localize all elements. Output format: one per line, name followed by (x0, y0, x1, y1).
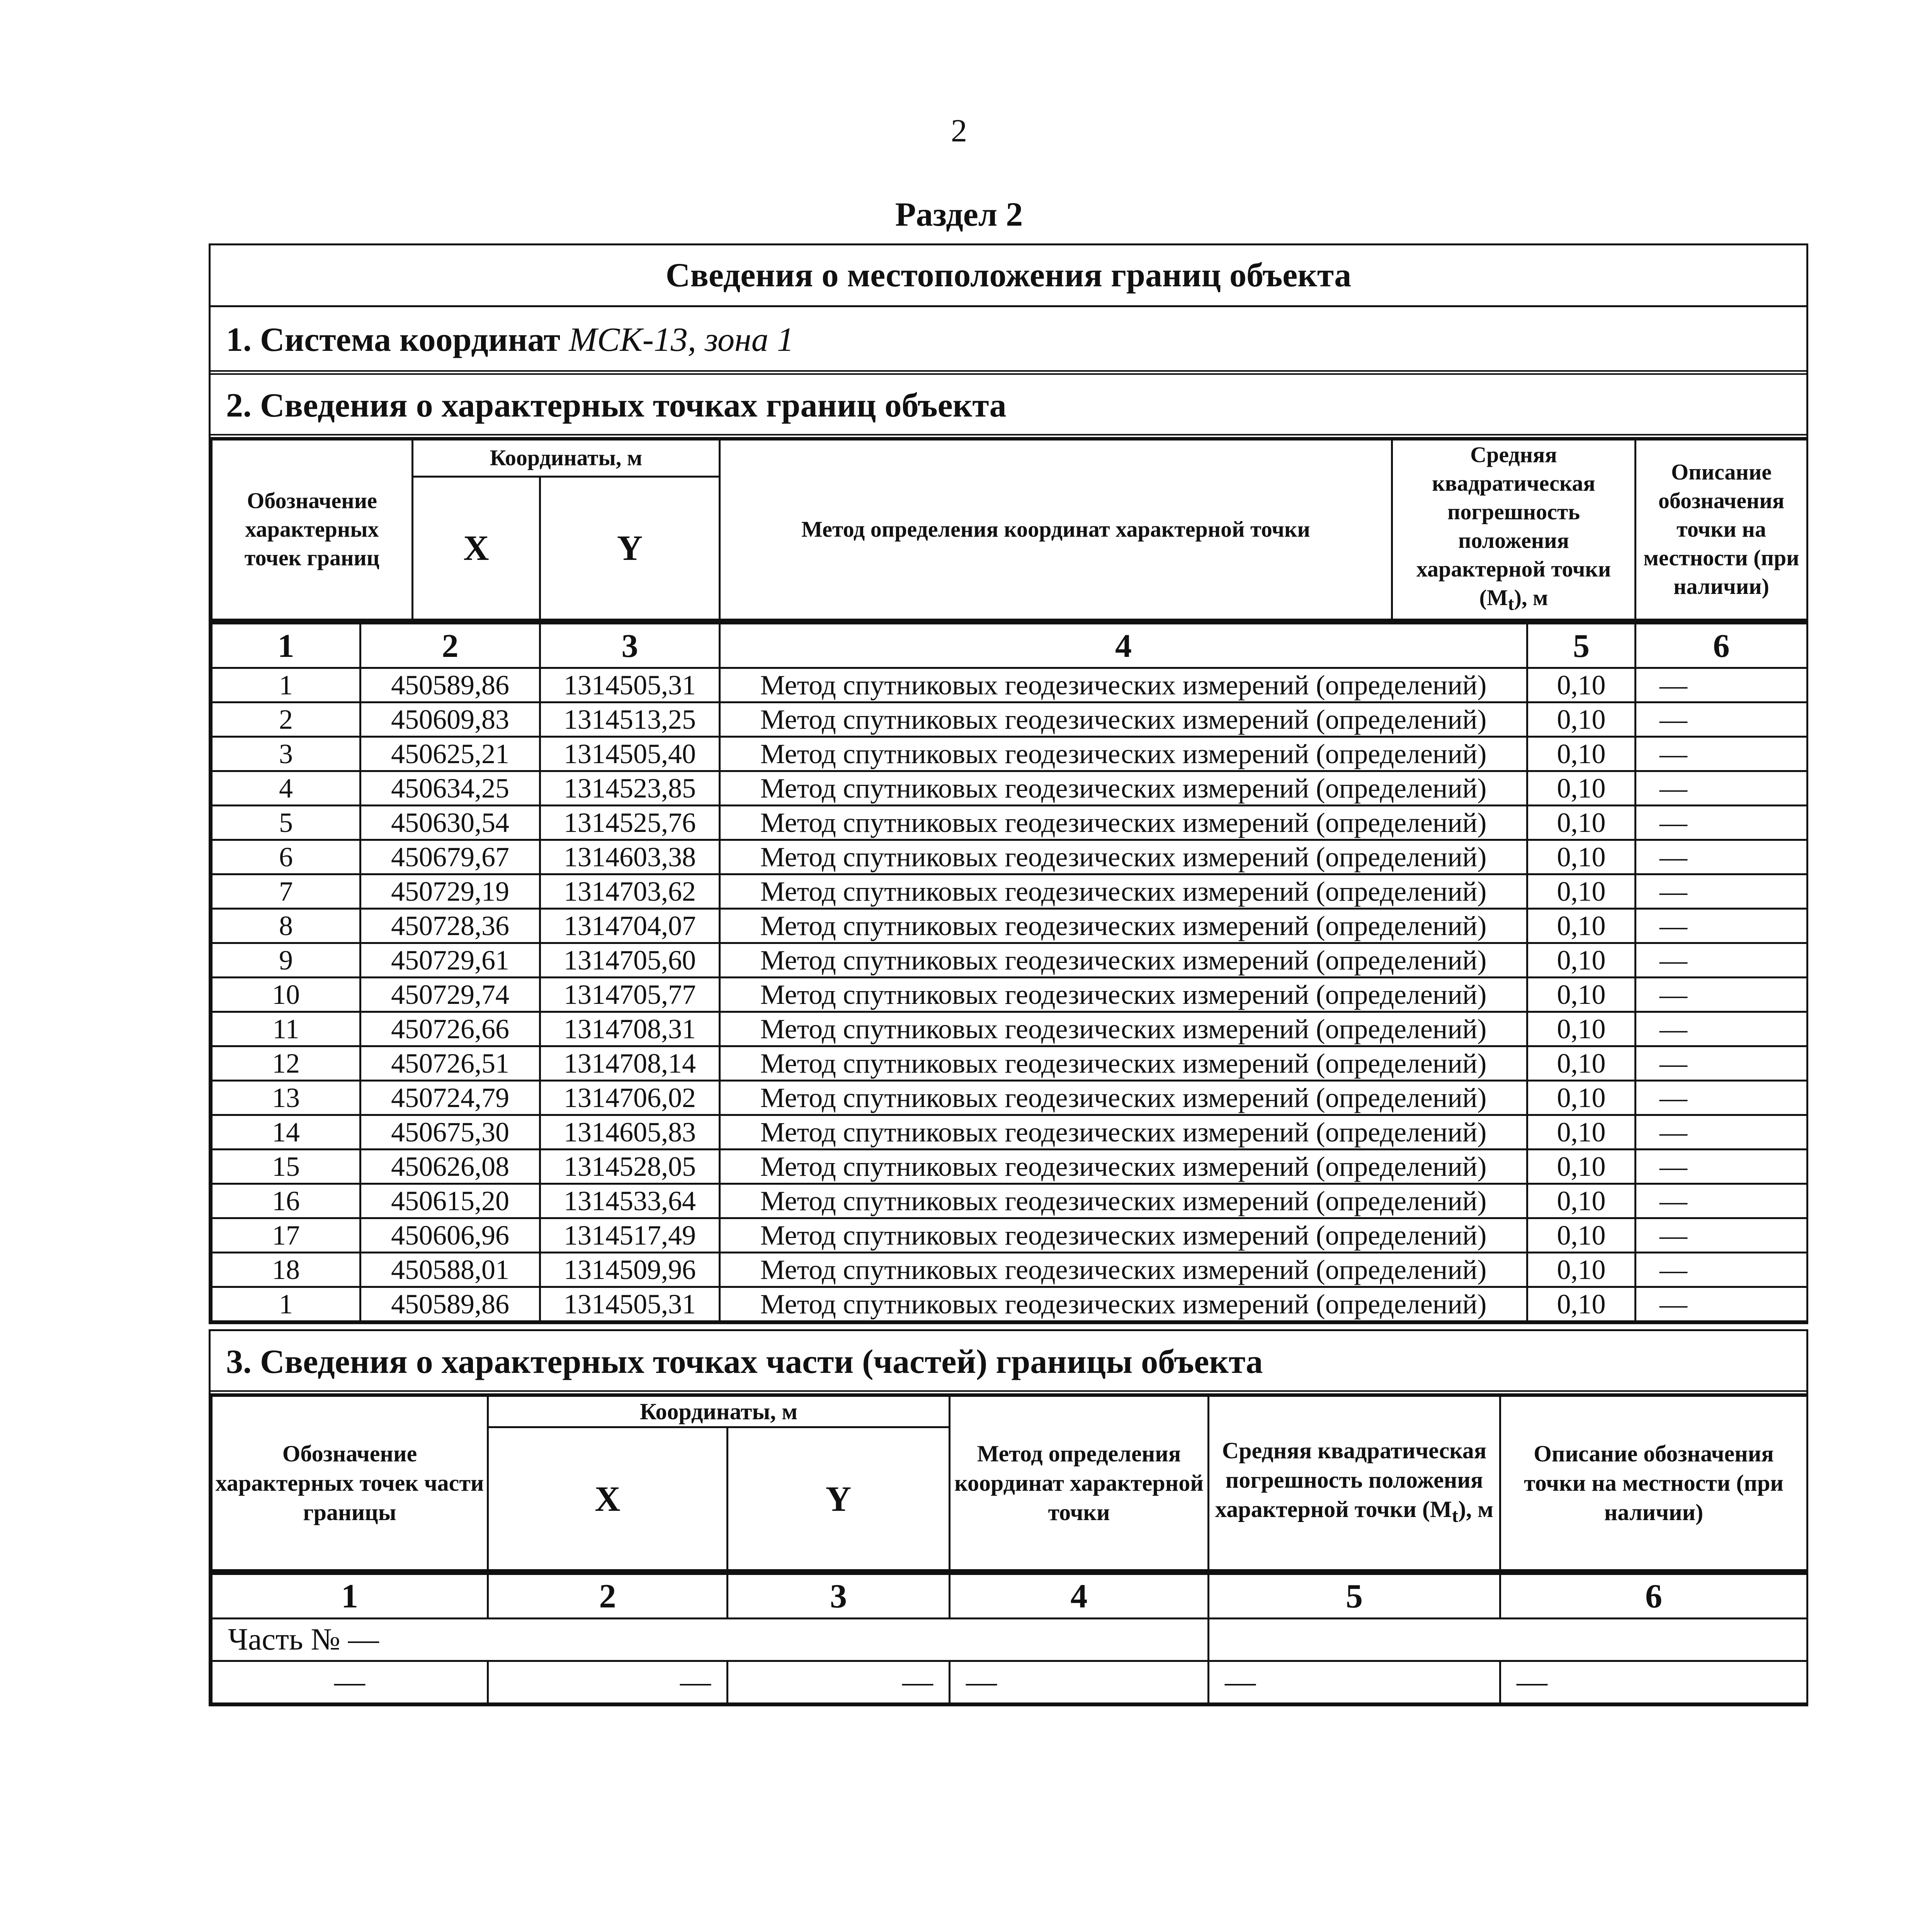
point-description: — (1636, 908, 1807, 943)
point-row (212, 1218, 1807, 1252)
point-x: 450630,54 (360, 805, 540, 840)
point-number: 11 (212, 1012, 360, 1046)
point-description: — (1636, 736, 1807, 771)
point-method: Метод спутниковых геодезических измерений (определений) (720, 702, 1527, 736)
point-error: 0,10 (1527, 1252, 1636, 1287)
point-row (212, 668, 1807, 702)
point-number: 10 (212, 977, 360, 1012)
boundary-info-block (209, 243, 1808, 1324)
point-error: 0,10 (1527, 908, 1636, 943)
point-x: 450589,86 (360, 1287, 540, 1321)
parts-header-error: Средняя квадратическая погрешность положения характерной точки $(M_t)$, м (1209, 1396, 1500, 1570)
point-method: Метод спутниковых геодезических измерений (определений) (720, 977, 1527, 1012)
parts-col-num-4: 4 (950, 1573, 1209, 1619)
point-x: 450589,86 (360, 668, 540, 702)
point-error: 0,10 (1527, 1012, 1636, 1046)
point-number: 6 (212, 840, 360, 874)
parts-col-num-5: 5 (1209, 1573, 1500, 1619)
point-method: Метод спутниковых геодезических измерений (определений) (720, 908, 1527, 943)
points-header-table (211, 439, 1808, 621)
point-y: 1314505,40 (540, 736, 720, 771)
point-error: 0,10 (1527, 943, 1636, 977)
point-error: 0,10 (1527, 840, 1636, 874)
point-description: — (1636, 702, 1807, 736)
point-error: 0,10 (1527, 771, 1636, 805)
parts-header-designation: Обозначение характерных точек части границы (212, 1396, 488, 1570)
parts-header-x: X (488, 1427, 728, 1570)
point-y: 1314513,25 (540, 702, 720, 736)
point-description: — (1636, 943, 1807, 977)
parts-dash-2: — (488, 1661, 728, 1704)
header-designation: Обозначение характерных точек границ (212, 440, 413, 620)
parts-section-title: 3. Сведения о характерных точках части (частей) границы объекта (211, 1331, 1806, 1395)
point-description: — (1636, 805, 1807, 840)
point-x: 450625,21 (360, 736, 540, 771)
point-y: 1314528,05 (540, 1149, 720, 1184)
point-x: 450609,83 (360, 702, 540, 736)
point-y: 1314706,02 (540, 1080, 720, 1115)
parts-header-method: Метод определения координат характерной точки (950, 1396, 1209, 1570)
point-number: 4 (212, 771, 360, 805)
point-method: Метод спутниковых геодезических измерений (определений) (720, 1046, 1527, 1080)
coordinate-system (211, 307, 1806, 375)
point-error: 0,10 (1527, 805, 1636, 840)
point-row (212, 1287, 1807, 1321)
point-number: 1 (212, 668, 360, 702)
header-y: Y (540, 476, 720, 619)
point-error: 0,10 (1527, 977, 1636, 1012)
point-row (212, 736, 1807, 771)
parts-dash-3: — (728, 1661, 950, 1704)
point-row (212, 805, 1807, 840)
point-y: 1314523,85 (540, 771, 720, 805)
point-y: 1314704,07 (540, 908, 720, 943)
point-error: 0,10 (1527, 1115, 1636, 1149)
points-table (211, 621, 1808, 1322)
point-row (212, 771, 1807, 805)
point-method: Метод спутниковых геодезических измерений (определений) (720, 840, 1527, 874)
parts-dash-4: — (950, 1661, 1209, 1704)
point-method: Метод спутниковых геодезических измерений (определений) (720, 1287, 1527, 1321)
point-description: — (1636, 1080, 1807, 1115)
point-description: — (1636, 1252, 1807, 1287)
coord-system-label: 1. Система координат (226, 321, 561, 359)
point-method: Метод спутниковых геодезических измерений (определений) (720, 1080, 1527, 1115)
point-number: 12 (212, 1046, 360, 1080)
point-x: 450675,30 (360, 1115, 540, 1149)
parts-col-num-6: 6 (1500, 1573, 1807, 1619)
point-y: 1314533,64 (540, 1184, 720, 1218)
point-description: — (1636, 977, 1807, 1012)
parts-header-table (211, 1395, 1808, 1571)
parts-dash-6: — (1500, 1661, 1807, 1704)
point-row (212, 1080, 1807, 1115)
parts-dash-5: — (1209, 1661, 1500, 1704)
point-number: 2 (212, 702, 360, 736)
point-error: 0,10 (1527, 1287, 1636, 1321)
point-number: 7 (212, 874, 360, 908)
point-number: 17 (212, 1218, 360, 1252)
col-num-1: 1 (212, 622, 360, 668)
parts-header-description: Описание обозначения точки на местности (при наличии) (1500, 1396, 1807, 1570)
point-error: 0,10 (1527, 702, 1636, 736)
point-method: Метод спутниковых геодезических измерений (определений) (720, 874, 1527, 908)
header-x: X (413, 476, 540, 619)
point-description: — (1636, 668, 1807, 702)
point-y: 1314525,76 (540, 805, 720, 840)
col-num-5: 5 (1527, 622, 1636, 668)
point-y: 1314703,62 (540, 874, 720, 908)
point-y: 1314605,83 (540, 1115, 720, 1149)
point-row (212, 1115, 1807, 1149)
point-y: 1314603,38 (540, 840, 720, 874)
header-method: Метод определения координат характерной точки (720, 440, 1392, 620)
point-x: 450729,61 (360, 943, 540, 977)
point-y: 1314705,77 (540, 977, 720, 1012)
col-num-6: 6 (1636, 622, 1807, 668)
point-error: 0,10 (1527, 1046, 1636, 1080)
point-row (212, 977, 1807, 1012)
point-number: 13 (212, 1080, 360, 1115)
point-row (212, 874, 1807, 908)
point-number: 9 (212, 943, 360, 977)
part-label: Часть № — (212, 1619, 1209, 1661)
point-x: 450726,66 (360, 1012, 540, 1046)
parts-table (211, 1571, 1808, 1704)
point-y: 1314505,31 (540, 1287, 720, 1321)
point-y: 1314505,31 (540, 668, 720, 702)
point-row (212, 908, 1807, 943)
point-y: 1314517,49 (540, 1218, 720, 1252)
point-method: Метод спутниковых геодезических измерений (определений) (720, 771, 1527, 805)
point-number: 18 (212, 1252, 360, 1287)
point-error: 0,10 (1527, 1184, 1636, 1218)
point-x: 450679,67 (360, 840, 540, 874)
point-method: Метод спутниковых геодезических измерений (определений) (720, 805, 1527, 840)
point-number: 1 (212, 1287, 360, 1321)
point-description: — (1636, 771, 1807, 805)
parts-col-num-2: 2 (488, 1573, 728, 1619)
point-method: Метод спутниковых геодезических измерений (определений) (720, 1012, 1527, 1046)
point-x: 450728,36 (360, 908, 540, 943)
point-x: 450606,96 (360, 1218, 540, 1252)
point-row (212, 1046, 1807, 1080)
point-description: — (1636, 1115, 1807, 1149)
col-num-3: 3 (540, 622, 720, 668)
points-body (212, 668, 1807, 1321)
point-description: — (1636, 1046, 1807, 1080)
point-row (212, 1184, 1807, 1218)
point-description: — (1636, 1012, 1807, 1046)
point-row (212, 702, 1807, 736)
point-method: Метод спутниковых геодезических измерений (определений) (720, 1252, 1527, 1287)
page-number: 2 (951, 113, 967, 149)
point-number: 8 (212, 908, 360, 943)
point-y: 1314708,31 (540, 1012, 720, 1046)
point-x: 450634,25 (360, 771, 540, 805)
point-y: 1314708,14 (540, 1046, 720, 1080)
section-title: Раздел 2 (895, 196, 1023, 233)
point-method: Метод спутниковых геодезических измерений (определений) (720, 1149, 1527, 1184)
point-number: 3 (212, 736, 360, 771)
point-y: 1314509,96 (540, 1252, 720, 1287)
point-error: 0,10 (1527, 1218, 1636, 1252)
point-error: 0,10 (1527, 1149, 1636, 1184)
point-x: 450615,20 (360, 1184, 540, 1218)
part-label-empty (1209, 1619, 1807, 1661)
point-x: 450729,19 (360, 874, 540, 908)
point-number: 16 (212, 1184, 360, 1218)
point-x: 450724,79 (360, 1080, 540, 1115)
point-row (212, 1012, 1807, 1046)
coord-system-value: МСК-13, зона 1 (569, 321, 794, 359)
point-description: — (1636, 1218, 1807, 1252)
point-error: 0,10 (1527, 1080, 1636, 1115)
points-section-title: 2. Сведения о характерных точках границ объекта (211, 375, 1806, 439)
point-description: — (1636, 840, 1807, 874)
parts-header-coords: Координаты, м (488, 1396, 950, 1427)
header-error: Средняя квадратическая погрешность положения характерной точки $(M_t)$, м (1392, 440, 1636, 620)
point-number: 15 (212, 1149, 360, 1184)
point-method: Метод спутниковых геодезических измерений (определений) (720, 1218, 1527, 1252)
point-y: 1314705,60 (540, 943, 720, 977)
point-row (212, 840, 1807, 874)
point-description: — (1636, 874, 1807, 908)
point-method: Метод спутниковых геодезических измерений (определений) (720, 943, 1527, 977)
parts-col-num-3: 3 (728, 1573, 950, 1619)
point-x: 450729,74 (360, 977, 540, 1012)
point-number: 14 (212, 1115, 360, 1149)
parts-info-block (209, 1329, 1808, 1706)
point-error: 0,10 (1527, 874, 1636, 908)
point-row (212, 1252, 1807, 1287)
header-coords: Координаты, м (413, 440, 720, 477)
point-x: 450588,01 (360, 1252, 540, 1287)
col-num-2: 2 (360, 622, 540, 668)
point-method: Метод спутниковых геодезических измерений (определений) (720, 1115, 1527, 1149)
parts-dash-1: — (212, 1661, 488, 1704)
point-row (212, 943, 1807, 977)
point-error: 0,10 (1527, 668, 1636, 702)
point-description: — (1636, 1149, 1807, 1184)
point-description: — (1636, 1287, 1807, 1321)
point-number: 5 (212, 805, 360, 840)
col-num-4: 4 (720, 622, 1527, 668)
point-row (212, 1149, 1807, 1184)
point-description: — (1636, 1184, 1807, 1218)
point-error: 0,10 (1527, 736, 1636, 771)
header-description: Описание обозначения точки на местности (при наличии) (1636, 440, 1807, 620)
parts-col-num-1: 1 (212, 1573, 488, 1619)
point-x: 450626,08 (360, 1149, 540, 1184)
parts-header-y: Y (728, 1427, 950, 1570)
point-method: Метод спутниковых геодезических измерений (определений) (720, 1184, 1527, 1218)
point-method: Метод спутниковых геодезических измерений (определений) (720, 736, 1527, 771)
point-method: Метод спутниковых геодезических измерений (определений) (720, 668, 1527, 702)
point-x: 450726,51 (360, 1046, 540, 1080)
block-title: Сведения о местоположения границ объекта (211, 245, 1806, 307)
